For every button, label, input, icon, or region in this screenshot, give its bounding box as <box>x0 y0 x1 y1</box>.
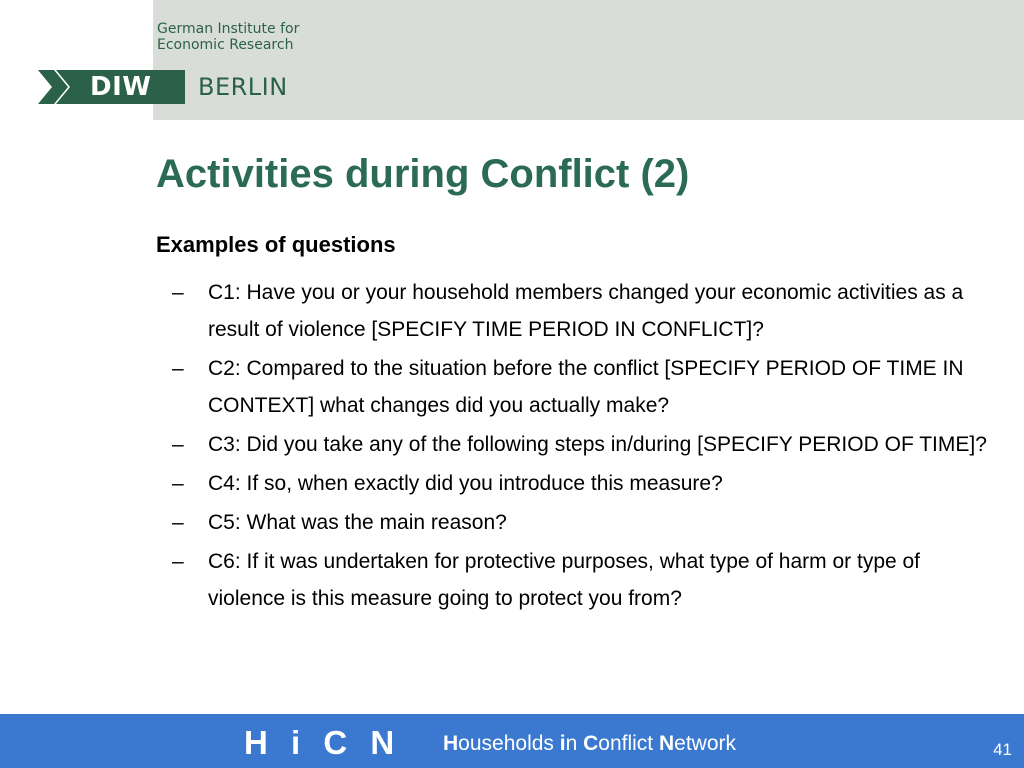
dash-bullet: – <box>172 550 184 573</box>
dash-bullet: – <box>172 357 184 380</box>
dash-bullet: – <box>172 433 184 456</box>
list-item <box>172 504 1002 541</box>
hicn-ouseholds: ouseholds <box>458 732 560 755</box>
logo-diw-text: DIW <box>80 70 185 104</box>
question-text: C4: If so, when exactly did you introduce this measure? <box>208 472 723 495</box>
question-list <box>172 274 1002 619</box>
institute-line-1: German Institute for <box>157 21 300 37</box>
hicn-onflict: onflict <box>598 732 659 755</box>
slide-title: Activities during Conflict (2) <box>156 152 690 196</box>
hicn-n: N <box>658 732 675 755</box>
dash-bullet: – <box>172 281 184 304</box>
list-item <box>172 274 1002 348</box>
list-item <box>172 465 1002 502</box>
question-text: C3: Did you take any of the following steps in/during [SPECIFY PERIOD OF TIME]? <box>208 433 987 456</box>
dash-bullet: – <box>172 472 184 495</box>
page-number: 41 <box>993 740 1012 759</box>
question-text: C1: Have you or your household members changed your economic activities as a result of violence [SPECIFY TIME PERIOD IN CONFLICT]? <box>208 281 964 341</box>
hicn-c: C <box>583 732 599 755</box>
question-text: C5: What was the main reason? <box>208 511 507 534</box>
institute-name <box>157 21 299 53</box>
hicn-acronym: H i C N <box>244 724 399 761</box>
question-text: C2: Compared to the situation before the conflict [SPECIFY PERIOD OF TIME IN CONTEXT] what changes did you actually make? <box>208 357 964 417</box>
list-item <box>172 543 1002 617</box>
diw-arrow-icon <box>38 70 80 104</box>
question-text: C6: If it was undertaken for protective purposes, what type of harm or type of violence is this measure going to protect you from? <box>208 550 921 610</box>
hicn-h: H <box>443 732 459 755</box>
footer-bar <box>0 714 1024 768</box>
hicn-i: i <box>559 732 566 755</box>
logo-berlin-text: BERLIN <box>198 73 288 101</box>
hicn-full-name <box>443 731 736 757</box>
list-item <box>172 426 1002 463</box>
hicn-etwork: etwork <box>674 732 737 755</box>
list-item <box>172 350 1002 424</box>
institute-line-2: Economic Research <box>157 37 294 53</box>
section-heading: Examples of questions <box>156 232 396 257</box>
dash-bullet: – <box>172 511 184 534</box>
hicn-n-word: n <box>565 732 584 755</box>
